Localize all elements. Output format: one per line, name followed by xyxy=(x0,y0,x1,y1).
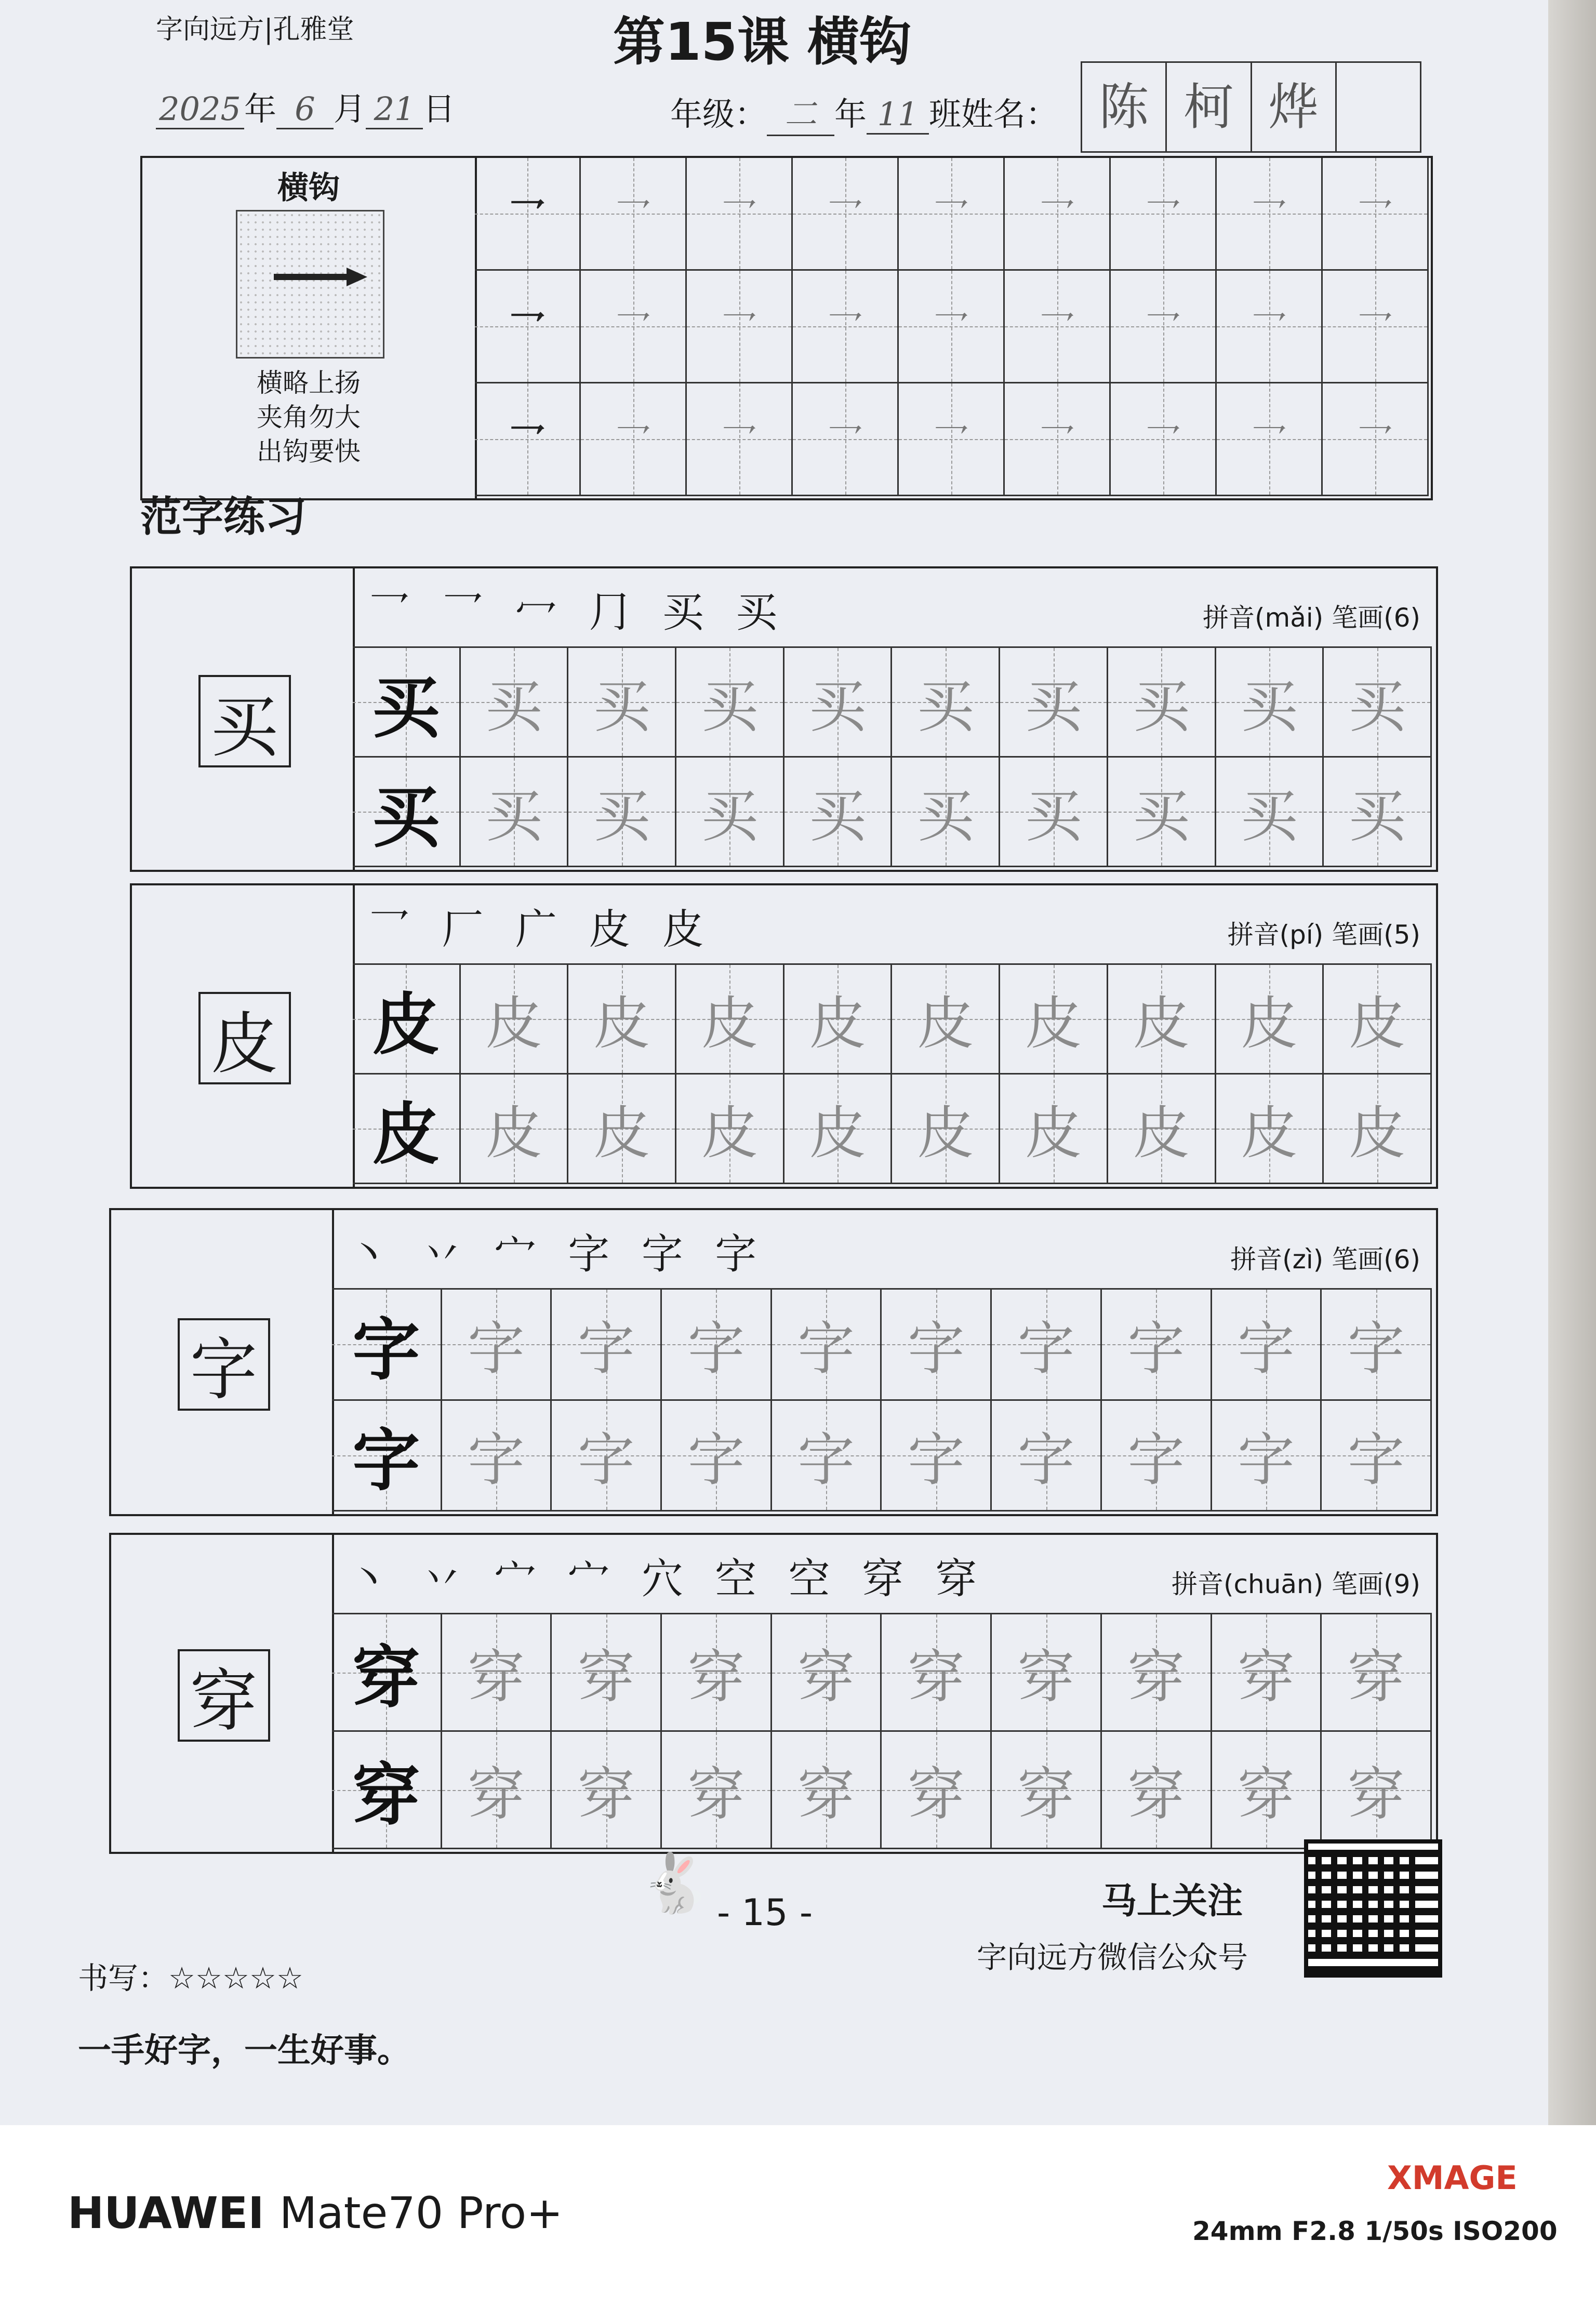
practice-cell xyxy=(332,1290,442,1401)
practice-cell xyxy=(892,648,1000,758)
stroke-glyph: 乛 xyxy=(509,308,546,351)
model-glyph: 皮 xyxy=(372,984,440,1064)
traced-glyph: 买 xyxy=(809,673,867,740)
stroke-glyph: 乛 xyxy=(615,308,651,351)
practice-cell xyxy=(568,648,676,758)
grade-value: 二 xyxy=(767,88,834,136)
stroke-glyph: 乛 xyxy=(1356,308,1393,351)
traced-glyph: 字 xyxy=(907,1316,965,1383)
practice-cell xyxy=(552,1401,662,1512)
practice-cell xyxy=(1108,758,1216,867)
stroke-glyph: 乛 xyxy=(1251,420,1287,463)
practice-cell xyxy=(568,1075,676,1184)
stroke-grid-cell xyxy=(793,271,899,383)
date-day: 21 xyxy=(366,90,423,129)
practice-cell xyxy=(784,648,893,758)
traced-glyph: 买 xyxy=(485,673,543,740)
stroke-grid-cell xyxy=(1005,158,1111,271)
traced-glyph: 买 xyxy=(809,783,867,850)
traced-glyph: 皮 xyxy=(1240,990,1298,1057)
traced-glyph: 穿 xyxy=(797,1761,855,1828)
traced-glyph: 穿 xyxy=(797,1643,855,1711)
practice-cell xyxy=(552,1732,662,1849)
character-model-panel xyxy=(132,568,355,870)
practice-cell xyxy=(1322,1732,1432,1849)
model-glyph: 穿 xyxy=(352,1755,420,1835)
traced-glyph: 字 xyxy=(687,1426,745,1493)
practice-cell xyxy=(442,1614,552,1732)
practice-cell xyxy=(353,758,461,867)
practice-cell xyxy=(1212,1732,1322,1849)
practice-cell xyxy=(353,1075,461,1184)
stroke-count-label: 笔画(6) xyxy=(1332,603,1420,633)
date-month: 6 xyxy=(276,90,334,129)
traced-glyph: 皮 xyxy=(1133,1100,1190,1166)
stroke-count-label: 笔画(6) xyxy=(1332,1244,1420,1275)
grade-row xyxy=(670,88,1058,136)
traced-glyph: 买 xyxy=(1133,673,1190,740)
character-block xyxy=(109,1208,1438,1516)
date-year: 2025 xyxy=(156,90,244,129)
stroke-glyph: 乛 xyxy=(933,195,969,238)
stroke-grid-cell xyxy=(1005,271,1111,383)
practice-cell xyxy=(882,1290,992,1401)
practice-cell xyxy=(882,1732,992,1849)
practice-grid xyxy=(353,963,1432,1184)
stroke-grid-cell xyxy=(899,383,1005,496)
traced-glyph: 穿 xyxy=(1237,1643,1295,1711)
traced-glyph: 皮 xyxy=(1348,990,1406,1057)
traced-glyph: 皮 xyxy=(593,1100,650,1166)
traced-glyph: 穿 xyxy=(1017,1643,1075,1711)
traced-glyph: 买 xyxy=(593,673,650,740)
traced-glyph: 皮 xyxy=(1240,1100,1298,1166)
practice-cell xyxy=(442,1732,552,1849)
traced-glyph: 皮 xyxy=(1348,1100,1406,1166)
character-model-panel xyxy=(111,1210,334,1514)
practice-cell xyxy=(662,1290,772,1401)
name-char: 柯 xyxy=(1167,63,1252,151)
practice-cell xyxy=(568,965,676,1075)
stroke-grid-cell xyxy=(687,271,793,383)
traced-glyph: 皮 xyxy=(485,990,543,1057)
traced-glyph: 字 xyxy=(1127,1316,1185,1383)
stroke-tip: 横略上扬 xyxy=(257,368,361,398)
pinyin-label: 拼音(pí) xyxy=(1227,920,1324,950)
stroke-glyph: 乛 xyxy=(721,420,757,463)
stroke-order: 乛 乛 冖 ⺆ 买 买 xyxy=(368,588,787,637)
model-glyph: 字 xyxy=(352,1421,420,1501)
practice-cell xyxy=(1000,648,1108,758)
practice-cell xyxy=(552,1614,662,1732)
practice-cell xyxy=(992,1614,1102,1732)
practice-cell xyxy=(1322,1401,1432,1512)
practice-cell xyxy=(461,965,569,1075)
character-model-panel xyxy=(132,885,355,1187)
traced-glyph: 字 xyxy=(1347,1426,1405,1493)
practice-cell xyxy=(461,1075,569,1184)
practice-cell xyxy=(1216,965,1324,1075)
practice-cell xyxy=(676,1075,784,1184)
stroke-practice-block xyxy=(140,156,1433,500)
practice-grid xyxy=(332,1288,1432,1512)
stroke-grid-cell xyxy=(1005,383,1111,496)
character-meta xyxy=(1228,914,1420,951)
traced-glyph: 皮 xyxy=(701,990,759,1057)
traced-glyph: 字 xyxy=(1237,1316,1295,1383)
stroke-grid xyxy=(475,158,1429,496)
practice-cell xyxy=(1108,965,1216,1075)
class-value: 11 xyxy=(867,95,929,135)
writing-rating: 书写：☆☆☆☆☆ xyxy=(78,1960,303,1996)
stroke-grid-cell xyxy=(1111,271,1217,383)
stroke-glyph: 乛 xyxy=(1145,195,1181,238)
stroke-glyph: 乛 xyxy=(1039,420,1075,463)
model-glyph: 买 xyxy=(372,667,440,747)
traced-glyph: 穿 xyxy=(577,1643,635,1711)
practice-cell xyxy=(676,648,784,758)
practice-cell xyxy=(461,648,569,758)
traced-glyph: 字 xyxy=(1237,1426,1295,1493)
stroke-grid-cell xyxy=(1111,158,1217,271)
practice-cell xyxy=(1102,1732,1212,1849)
stroke-glyph: 乛 xyxy=(827,308,863,351)
rabbit-icon: 🐇 xyxy=(639,1850,710,1916)
model-character: 穿 xyxy=(178,1649,270,1742)
stroke-glyph: 乛 xyxy=(1356,420,1393,463)
practice-cell xyxy=(882,1614,992,1732)
class-unit: 班 xyxy=(929,95,962,133)
traced-glyph: 穿 xyxy=(1127,1643,1185,1711)
practice-cell xyxy=(461,758,569,867)
traced-glyph: 皮 xyxy=(1025,1100,1082,1166)
traced-glyph: 皮 xyxy=(809,990,867,1057)
practice-cell xyxy=(1212,1614,1322,1732)
stroke-glyph: 乛 xyxy=(1145,308,1181,351)
stroke-grid-cell xyxy=(581,158,687,271)
pinyin-label: 拼音(zì) xyxy=(1230,1244,1324,1275)
traced-glyph: 买 xyxy=(1348,673,1406,740)
stroke-tip: 夹角勿大 xyxy=(257,402,361,432)
grade-label: 年级： xyxy=(670,95,767,133)
practice-cell xyxy=(892,965,1000,1075)
traced-glyph: 买 xyxy=(1240,783,1298,850)
stroke-grid-cell xyxy=(475,383,581,496)
practice-cell xyxy=(892,758,1000,867)
practice-cell xyxy=(1216,1075,1324,1184)
follow-prompt: 马上关注 xyxy=(1101,1881,1243,1922)
stroke-order: 丶 丷 宀 字 字 字 xyxy=(348,1230,766,1278)
date-month-unit: 月 xyxy=(334,90,366,128)
traced-glyph: 皮 xyxy=(485,1100,543,1166)
stroke-name: 横钩 xyxy=(277,170,340,206)
model-glyph: 字 xyxy=(352,1309,420,1389)
character-model-panel xyxy=(111,1535,334,1852)
traced-glyph: 买 xyxy=(916,783,974,850)
traced-glyph: 穿 xyxy=(1347,1761,1405,1828)
practice-cell xyxy=(353,648,461,758)
traced-glyph: 皮 xyxy=(1025,990,1082,1057)
stroke-grid-cell xyxy=(475,158,581,271)
traced-glyph: 穿 xyxy=(687,1761,745,1828)
stroke-glyph: 乛 xyxy=(827,420,863,463)
practice-cell xyxy=(442,1290,552,1401)
stroke-glyph: 乛 xyxy=(615,195,651,238)
stroke-glyph: 乛 xyxy=(509,420,546,463)
name-char xyxy=(1337,63,1420,151)
stroke-grid-cell xyxy=(793,383,899,496)
stroke-glyph: 乛 xyxy=(1356,195,1393,238)
practice-cell xyxy=(332,1401,442,1512)
traced-glyph: 买 xyxy=(1133,783,1190,850)
practice-cell xyxy=(1212,1401,1322,1512)
stroke-grid-cell xyxy=(899,271,1005,383)
stroke-glyph: 乛 xyxy=(1251,308,1287,351)
grade-unit: 年 xyxy=(834,95,867,133)
stroke-glyph: 乛 xyxy=(1039,308,1075,351)
traced-glyph: 穿 xyxy=(468,1643,525,1711)
practice-cell xyxy=(1000,1075,1108,1184)
camera-brand-name: HUAWEI xyxy=(68,2187,264,2238)
character-meta xyxy=(1230,1239,1420,1276)
traced-glyph: 穿 xyxy=(1017,1761,1075,1828)
stroke-grid-cell xyxy=(1111,383,1217,496)
stroke-order: 丶 丷 宀 宀 穴 空 空 穿 穿 xyxy=(348,1555,987,1603)
practice-cell xyxy=(1108,648,1216,758)
practice-cell xyxy=(892,1075,1000,1184)
practice-cell xyxy=(332,1732,442,1849)
practice-cell xyxy=(772,1290,882,1401)
character-meta xyxy=(1172,1563,1420,1601)
practice-cell xyxy=(992,1401,1102,1512)
practice-cell xyxy=(1000,758,1108,867)
model-glyph: 买 xyxy=(372,777,440,857)
practice-cell xyxy=(1108,1075,1216,1184)
practice-cell xyxy=(1000,965,1108,1075)
character-block xyxy=(130,566,1438,872)
traced-glyph: 字 xyxy=(468,1316,525,1383)
practice-cell xyxy=(1216,758,1324,867)
traced-glyph: 买 xyxy=(485,783,543,850)
traced-glyph: 皮 xyxy=(1133,990,1190,1057)
model-glyph: 穿 xyxy=(352,1638,420,1717)
practice-grid xyxy=(353,646,1432,867)
practice-cell xyxy=(676,758,784,867)
practice-cell xyxy=(332,1614,442,1732)
camera-brand xyxy=(68,2187,563,2238)
stroke-grid-cell xyxy=(1323,158,1429,271)
stroke-grid-cell xyxy=(687,383,793,496)
traced-glyph: 买 xyxy=(1240,673,1298,740)
qr-code-icon[interactable] xyxy=(1304,1839,1442,1978)
traced-glyph: 字 xyxy=(1017,1426,1075,1493)
stroke-glyph: 乛 xyxy=(721,308,757,351)
name-char: 陈 xyxy=(1082,63,1167,151)
brand-logo-text: 字向远方|孔雅堂 xyxy=(156,14,354,45)
character-block xyxy=(130,883,1438,1189)
practice-cell xyxy=(1324,1075,1432,1184)
traced-glyph: 买 xyxy=(701,783,759,850)
traced-glyph: 字 xyxy=(1347,1316,1405,1383)
stroke-order: 乛 厂 广 皮 皮 xyxy=(368,905,713,953)
traced-glyph: 穿 xyxy=(468,1761,525,1828)
stroke-grid-cell xyxy=(687,158,793,271)
traced-glyph: 皮 xyxy=(916,1100,974,1166)
stroke-count-label: 笔画(5) xyxy=(1332,920,1420,950)
traced-glyph: 买 xyxy=(1025,783,1082,850)
traced-glyph: 穿 xyxy=(907,1643,965,1711)
traced-glyph: 字 xyxy=(907,1426,965,1493)
practice-cell xyxy=(784,758,893,867)
practice-cell xyxy=(992,1732,1102,1849)
camera-model: Mate70 Pro+ xyxy=(279,2187,563,2238)
stroke-grid-cell xyxy=(1323,271,1429,383)
stroke-glyph: 乛 xyxy=(1145,420,1181,463)
traced-glyph: 字 xyxy=(687,1316,745,1383)
stroke-grid-cell xyxy=(1217,383,1323,496)
camera-exif: 24mm F2.8 1/50s ISO200 xyxy=(1192,2216,1558,2246)
name-char: 烨 xyxy=(1252,63,1337,151)
pinyin-label: 拼音(chuān) xyxy=(1172,1569,1324,1599)
traced-glyph: 穿 xyxy=(687,1643,745,1711)
traced-glyph: 买 xyxy=(1348,783,1406,850)
practice-cell xyxy=(1216,648,1324,758)
practice-cell xyxy=(992,1290,1102,1401)
model-character: 字 xyxy=(178,1318,270,1411)
traced-glyph: 买 xyxy=(1025,673,1082,740)
wechat-account: 字向远方微信公众号 xyxy=(977,1940,1248,1975)
traced-glyph: 字 xyxy=(577,1316,635,1383)
model-character: 皮 xyxy=(198,992,291,1084)
character-block xyxy=(109,1533,1438,1854)
xmage-badge: XMAGE xyxy=(1387,2159,1518,2197)
name-label: 姓名： xyxy=(961,95,1058,133)
stroke-grid-cell xyxy=(1217,158,1323,271)
traced-glyph: 字 xyxy=(1017,1316,1075,1383)
date-row xyxy=(156,83,455,129)
stroke-glyph: 乛 xyxy=(1251,195,1287,238)
slogan: 一手好字，一生好事。 xyxy=(78,2032,410,2070)
stroke-grid-cell xyxy=(581,383,687,496)
traced-glyph: 穿 xyxy=(1237,1761,1295,1828)
page-number: - 15 - xyxy=(717,1891,813,1934)
stroke-grid-cell xyxy=(1217,271,1323,383)
stroke-glyph: 乛 xyxy=(509,195,546,238)
practice-cell xyxy=(568,758,676,867)
stroke-glyph: 乛 xyxy=(721,195,757,238)
practice-cell xyxy=(1212,1290,1322,1401)
date-day-unit: 日 xyxy=(423,90,456,128)
traced-glyph: 买 xyxy=(916,673,974,740)
stroke-grid-cell xyxy=(899,158,1005,271)
character-meta xyxy=(1203,597,1420,634)
practice-cell xyxy=(1324,758,1432,867)
model-glyph: 皮 xyxy=(372,1094,440,1174)
stroke-guide xyxy=(142,158,477,498)
practice-cell xyxy=(784,965,893,1075)
name-box xyxy=(1081,61,1421,153)
practice-cell xyxy=(772,1614,882,1732)
stroke-glyph: 乛 xyxy=(933,420,969,463)
traced-glyph: 买 xyxy=(593,783,650,850)
traced-glyph: 买 xyxy=(701,673,759,740)
practice-cell xyxy=(1102,1614,1212,1732)
traced-glyph: 字 xyxy=(577,1426,635,1493)
practice-cell xyxy=(1102,1290,1212,1401)
traced-glyph: 皮 xyxy=(593,990,650,1057)
stroke-glyph: 乛 xyxy=(615,420,651,463)
practice-grid xyxy=(332,1613,1432,1849)
practice-cell xyxy=(442,1401,552,1512)
practice-cell xyxy=(1324,965,1432,1075)
stroke-glyph: 乛 xyxy=(827,195,863,238)
traced-glyph: 皮 xyxy=(701,1100,759,1166)
practice-cell xyxy=(772,1732,882,1849)
stroke-diagram-icon xyxy=(236,210,384,359)
practice-cell xyxy=(676,965,784,1075)
traced-glyph: 穿 xyxy=(1127,1761,1185,1828)
traced-glyph: 穿 xyxy=(577,1761,635,1828)
practice-cell xyxy=(772,1401,882,1512)
practice-cell xyxy=(1322,1290,1432,1401)
stroke-glyph: 乛 xyxy=(1039,195,1075,238)
section-title: 范字练习 xyxy=(140,493,307,541)
stroke-grid-cell xyxy=(475,271,581,383)
stroke-grid-cell xyxy=(581,271,687,383)
stroke-count-label: 笔画(9) xyxy=(1332,1569,1420,1599)
practice-cell xyxy=(662,1401,772,1512)
traced-glyph: 皮 xyxy=(809,1100,867,1166)
traced-glyph: 字 xyxy=(468,1426,525,1493)
stroke-grid-cell xyxy=(1323,383,1429,496)
model-character: 买 xyxy=(198,675,291,767)
practice-cell xyxy=(784,1075,893,1184)
practice-cell xyxy=(662,1732,772,1849)
stroke-glyph: 乛 xyxy=(933,308,969,351)
pinyin-label: 拼音(mǎi) xyxy=(1203,603,1324,633)
stroke-tips xyxy=(142,366,475,469)
traced-glyph: 穿 xyxy=(907,1761,965,1828)
traced-glyph: 字 xyxy=(797,1426,855,1493)
traced-glyph: 穿 xyxy=(1347,1643,1405,1711)
practice-cell xyxy=(1324,648,1432,758)
lesson-title: 第15课 横钩 xyxy=(613,11,911,72)
practice-cell xyxy=(882,1401,992,1512)
practice-cell xyxy=(552,1290,662,1401)
date-year-unit: 年 xyxy=(244,90,277,128)
stroke-grid-cell xyxy=(793,158,899,271)
traced-glyph: 皮 xyxy=(916,990,974,1057)
practice-cell xyxy=(1102,1401,1212,1512)
page-edge xyxy=(1548,0,1596,2125)
practice-cell xyxy=(353,965,461,1075)
traced-glyph: 字 xyxy=(797,1316,855,1383)
traced-glyph: 字 xyxy=(1127,1426,1185,1493)
practice-cell xyxy=(1322,1614,1432,1732)
stroke-tip: 出钩要快 xyxy=(257,436,361,467)
practice-cell xyxy=(662,1614,772,1732)
